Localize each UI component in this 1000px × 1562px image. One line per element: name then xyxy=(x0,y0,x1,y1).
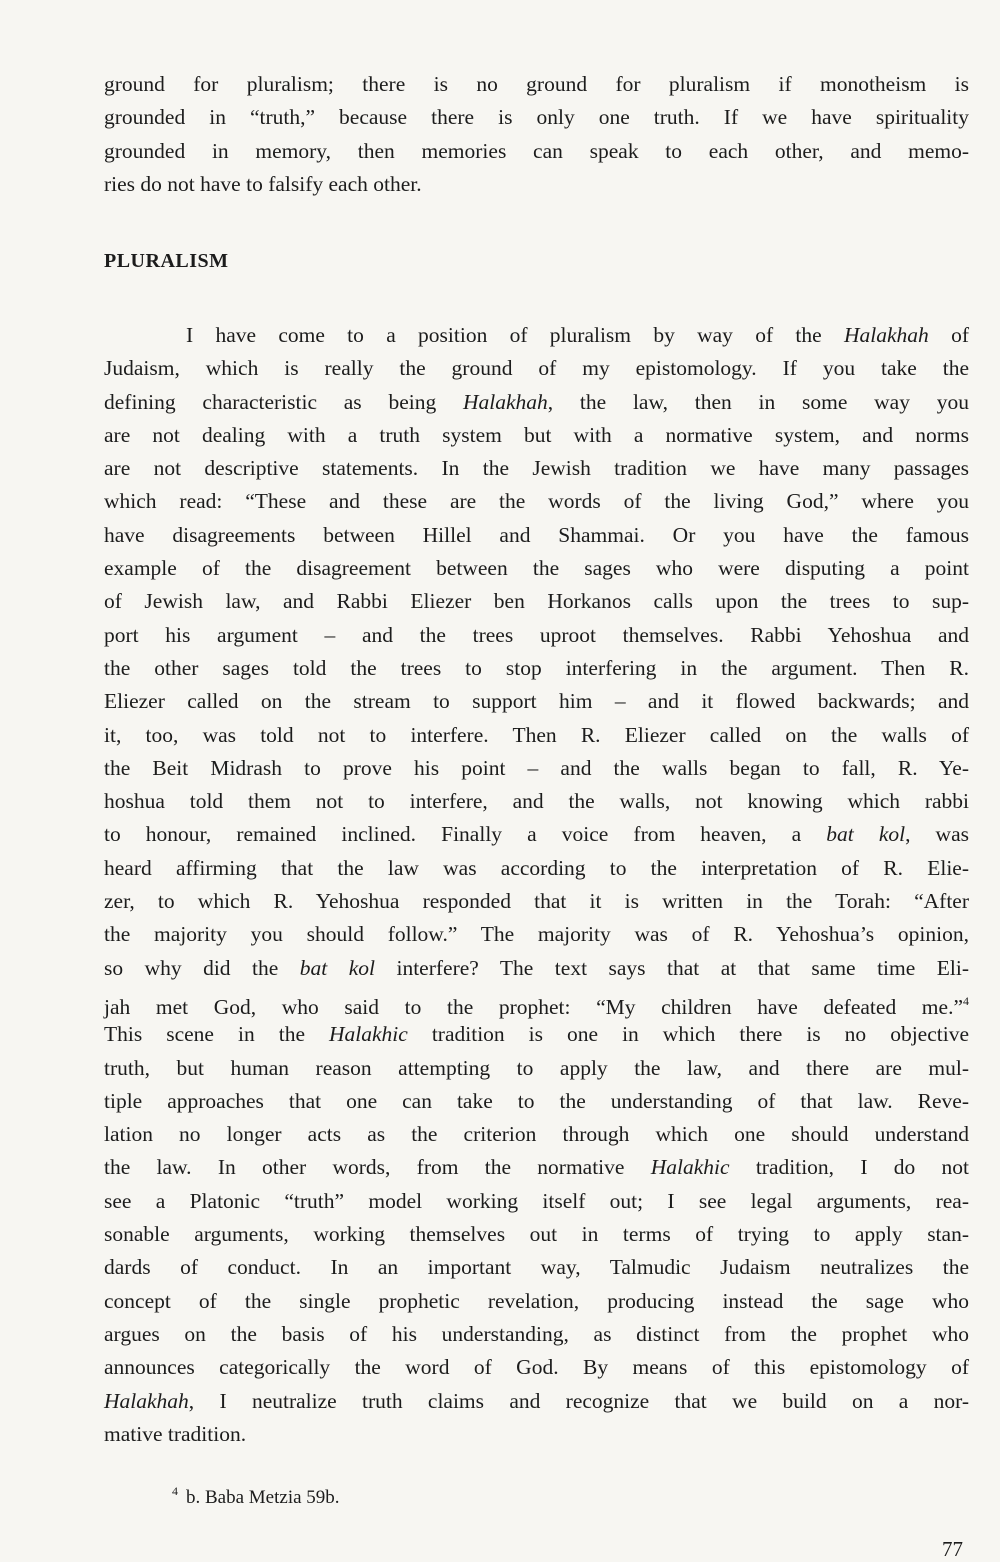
text-line: heard affirming that the law was according to the interpretation of R. Elie- xyxy=(104,855,969,880)
page-number: 77 xyxy=(942,1537,963,1561)
text-line: defining characteristic as being Halakhah, the law, then in some way you xyxy=(104,389,969,414)
text-line: lation no longer acts as the criterion through which one should understand xyxy=(104,1122,969,1147)
text-line: announces categorically the word of God. By means of this epistomology of xyxy=(104,1355,969,1380)
text-line: This scene in the Halakhic tradition is one in which there is no objective xyxy=(104,1022,969,1047)
footnote-marker: 4 xyxy=(172,1484,178,1498)
text-line: ries do not have to falsify each other. xyxy=(104,171,422,196)
text-line: the law. In other words, from the normative Halakhic tradition, I do not xyxy=(104,1155,969,1180)
text-line: example of the disagreement between the sages who were disputing a point xyxy=(104,556,969,581)
text-line: are not dealing with a truth system but with a normative system, and norms xyxy=(104,422,969,447)
text-line: jah met God, who said to the prophet: “My children have defeated me.”$^4$ xyxy=(104,993,969,1019)
text-line: the other sages told the trees to stop interfering in the argument. Then R. xyxy=(104,655,969,680)
text-line: port his argument – and the trees uproot themselves. Rabbi Yehoshua and xyxy=(104,622,969,647)
text-line: Halakhah, I neutralize truth claims and recognize that we build on a nor- xyxy=(104,1388,969,1413)
text-line: which read: “These and these are the words of the living God,” where you xyxy=(104,489,969,514)
text-line: grounded in memory, then memories can speak to each other, and memo- xyxy=(104,138,969,163)
text-line: the majority you should follow.” The majority was of R. Yehoshua’s opinion, xyxy=(104,922,969,947)
text-line: I have come to a position of pluralism by way of the Halakhah of xyxy=(186,323,969,347)
text-line: ground for pluralism; there is no ground for pluralism if monotheism is xyxy=(104,72,969,96)
text-line: Judaism, which is really the ground of my epistomology. If you take the xyxy=(104,356,969,381)
text-line: to honour, remained inclined. Finally a voice from heaven, a bat kol, was xyxy=(104,822,969,847)
intro-paragraph xyxy=(104,68,969,201)
body-paragraph xyxy=(104,319,969,1451)
text-line: of Jewish law, and Rabbi Eliezer ben Horkanos calls upon the trees to sup- xyxy=(104,589,969,614)
text-line: dards of conduct. In an important way, Talmudic Judaism neutralizes the xyxy=(104,1255,969,1280)
text-line: tiple approaches that one can take to the understanding of that law. Reve- xyxy=(104,1088,969,1113)
text-line: so why did the bat kol interfere? The text says that at that same time Eli- xyxy=(104,955,969,980)
text-line: truth, but human reason attempting to apply the law, and there are mul- xyxy=(104,1055,969,1080)
text-line: grounded in “truth,” because there is only one truth. If we have spirituality xyxy=(104,105,969,130)
footnote-text: b. Baba Metzia 59b. xyxy=(186,1487,340,1508)
text-line: argues on the basis of his understanding, as distinct from the prophet who xyxy=(104,1321,969,1346)
text-line: it, too, was told not to interfere. Then R. Eliezer called on the walls of xyxy=(104,722,969,747)
text-line: concept of the single prophetic revelation, producing instead the sage who xyxy=(104,1288,969,1313)
text-line: are not descriptive statements. In the Jewish tradition we have many passages xyxy=(104,456,969,481)
text-line: Eliezer called on the stream to support him – and it flowed backwards; and xyxy=(104,689,969,714)
text-line: have disagreements between Hillel and Shammai. Or you have the famous xyxy=(104,522,969,547)
text-line: the Beit Midrash to prove his point – and the walls began to fall, R. Ye- xyxy=(104,755,969,780)
text-line: zer, to which R. Yehoshua responded that it is written in the Torah: “After xyxy=(104,889,969,914)
text-line: see a Platonic “truth” model working itself out; I see legal arguments, rea- xyxy=(104,1188,969,1213)
footnote xyxy=(172,1484,340,1509)
text-line: sonable arguments, working themselves out in terms of trying to apply stan- xyxy=(104,1222,969,1247)
text-line: mative tradition. xyxy=(104,1421,247,1446)
section-heading: PLURALISM xyxy=(104,250,229,272)
text-line: hoshua told them not to interfere, and the walls, not knowing which rabbi xyxy=(104,789,969,814)
